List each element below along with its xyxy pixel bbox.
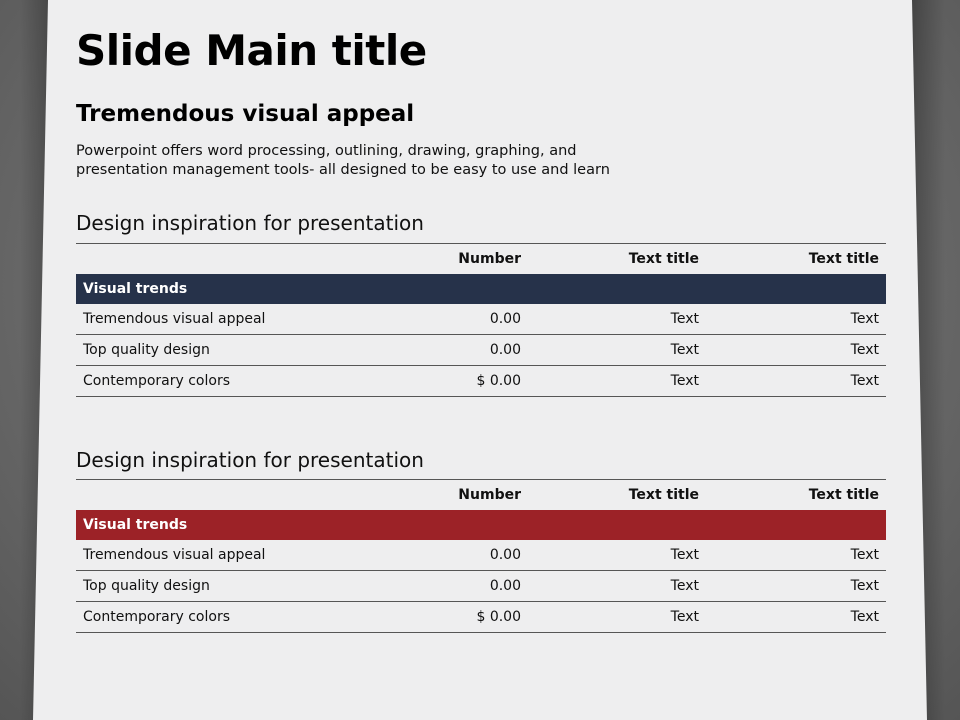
table-row	[76, 571, 886, 602]
row-text-1: Text	[670, 311, 699, 327]
row-text-1: Text	[670, 547, 699, 563]
table-2-heading: Design inspiration for presentation	[76, 448, 424, 472]
row-text-1: Text	[670, 609, 699, 625]
slide-main-title: Slide Main title	[76, 26, 427, 75]
row-text-2: Text	[850, 373, 879, 389]
table-row	[76, 335, 886, 366]
row-text-2: Text	[850, 547, 879, 563]
row-text-2: Text	[850, 609, 879, 625]
table-2-header-row	[76, 479, 886, 510]
row-label: Tremendous visual appeal	[83, 547, 266, 563]
table-2-header-text-title-2: Text title	[808, 487, 879, 503]
table-1-header-number: Number	[458, 251, 521, 267]
table-row	[76, 540, 886, 571]
row-number: $ 0.00	[476, 609, 521, 625]
row-text-1: Text	[670, 578, 699, 594]
body-line-1: Powerpoint offers word processing, outlining, drawing, graphing, and	[76, 143, 577, 159]
table-1-band-label: Visual trends	[83, 281, 188, 297]
row-label: Contemporary colors	[83, 609, 230, 625]
row-number: 0.00	[489, 578, 521, 594]
row-text-2: Text	[850, 311, 879, 327]
row-text-2: Text	[850, 578, 879, 594]
table-1-heading: Design inspiration for presentation	[76, 211, 424, 235]
row-label: Contemporary colors	[83, 373, 230, 389]
row-label: Top quality design	[83, 342, 210, 358]
table-1-header-text-title-2: Text title	[808, 251, 879, 267]
table-2	[76, 479, 886, 633]
table-2-band	[76, 510, 886, 540]
table-1-header-row	[76, 243, 886, 274]
row-number: 0.00	[489, 547, 521, 563]
table-2-header-number: Number	[458, 487, 521, 503]
slide-body-text	[76, 142, 636, 180]
row-label: Top quality design	[83, 578, 210, 594]
table-2-header-text-title-1: Text title	[628, 487, 699, 503]
table-2-band-label: Visual trends	[83, 517, 188, 533]
body-line-2: presentation management tools- all designed to be easy to use and learn	[76, 162, 610, 178]
table-1-band	[76, 274, 886, 304]
table-1	[76, 243, 886, 397]
row-text-2: Text	[850, 342, 879, 358]
row-number: 0.00	[489, 311, 521, 327]
table-row	[76, 304, 886, 335]
table-row	[76, 366, 886, 397]
row-text-1: Text	[670, 373, 699, 389]
row-text-1: Text	[670, 342, 699, 358]
row-label: Tremendous visual appeal	[83, 311, 266, 327]
slide-subtitle: Tremendous visual appeal	[76, 101, 415, 127]
row-number: 0.00	[489, 342, 521, 358]
row-number: $ 0.00	[476, 373, 521, 389]
table-1-header-text-title-1: Text title	[628, 251, 699, 267]
table-row	[76, 602, 886, 633]
